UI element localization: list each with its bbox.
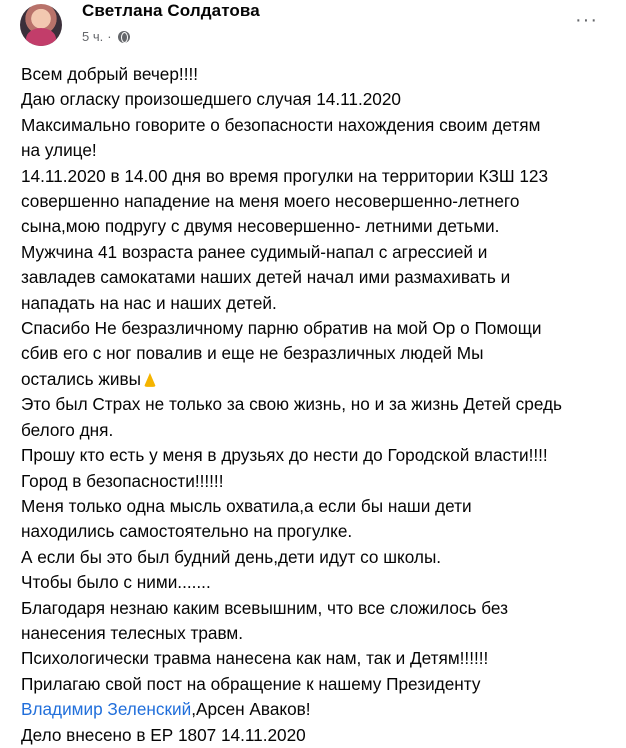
post-text-line — [21, 697, 611, 722]
post-text-line: завладев самокатами наших детей начал ими размахивать и — [21, 267, 511, 288]
post-text-line: нанесения телесных травм. — [21, 622, 244, 643]
post-text-line: остались живы — [21, 367, 611, 392]
post-text-line: Прошу кто есть у меня в друзьях до нести до Городской власти!!!! — [21, 445, 548, 466]
post-timestamp[interactable]: 5 ч. — [82, 29, 104, 44]
post-text-line: Психологически травма нанесена как нам, так и Детям!!!!!! — [21, 648, 489, 669]
post-text-line: Город в безопасности!!!!!! — [21, 470, 224, 491]
post-text-line: совершенно нападение на меня моего несовершенно-летнего — [21, 191, 520, 212]
post-text-line: сына,мою подругу с двумя несовершенно- летними детьми. — [21, 216, 500, 237]
post-text-line: Всем добрый вечер!!!! — [21, 64, 199, 84]
globe-icon[interactable] — [118, 31, 130, 43]
post-text-line: на улице! — [21, 140, 97, 161]
post-text-line: Меня только одна мысль охватила,а если бы наши дети — [21, 495, 472, 516]
meta-separator: · — [107, 29, 112, 44]
more-options-button[interactable]: ··· — [575, 9, 598, 31]
post-text-line: Максимально говорите о безопасности нахождения своим детям — [21, 114, 541, 135]
post-text-lines — [21, 62, 611, 697]
post-body — [21, 62, 611, 748]
pray-emoji-icon — [142, 371, 158, 387]
post-text-line: Благодаря незнаю каким всевышним, что все сложилось без — [21, 597, 508, 618]
mention-link[interactable]: Владимир Зеленский — [21, 699, 192, 720]
post-text-line: сбив его с ног повалив и еще не безразличных людей Мы — [21, 343, 484, 364]
post-text-line: нападать на нас и наших детей. — [21, 292, 277, 313]
post-text-line: 14.11.2020 в 14.00 дня во время прогулки на территории КЗШ 123 — [21, 165, 549, 186]
mention-suffix: ,Арсен Аваков! — [191, 699, 311, 720]
author-avatar[interactable] — [20, 4, 62, 46]
post-text-line: Спасибо Не безразличному парню обратив на мой Ор о Помощи — [21, 318, 542, 339]
post-text-line: Даю огласку произошедшего случая 14.11.2020 — [21, 89, 401, 110]
post-text-line: Чтобы было с ними....... — [21, 572, 211, 593]
post-text-line: А если бы это был будний день,дети идут со школы. — [21, 546, 442, 567]
post-text-line: Это был Страх не только за свою жизнь, но и за жизнь Детей средь — [21, 394, 562, 415]
post-meta — [82, 29, 130, 44]
post-text-line: Прилагаю свой пост на обращение к нашему Президенту — [21, 673, 481, 694]
post-text-line: Мужчина 41 возраста ранее судимый-напал с агрессией и — [21, 241, 488, 262]
post-text-line: белого дня. — [21, 419, 114, 440]
post-text-line: Дело внесено в ЕР 1807 14.11.2020 — [21, 724, 306, 745]
post-text-line: находились самостоятельно на прогулке. — [21, 521, 353, 542]
author-name[interactable]: Светлана Солдатова — [82, 1, 260, 20]
